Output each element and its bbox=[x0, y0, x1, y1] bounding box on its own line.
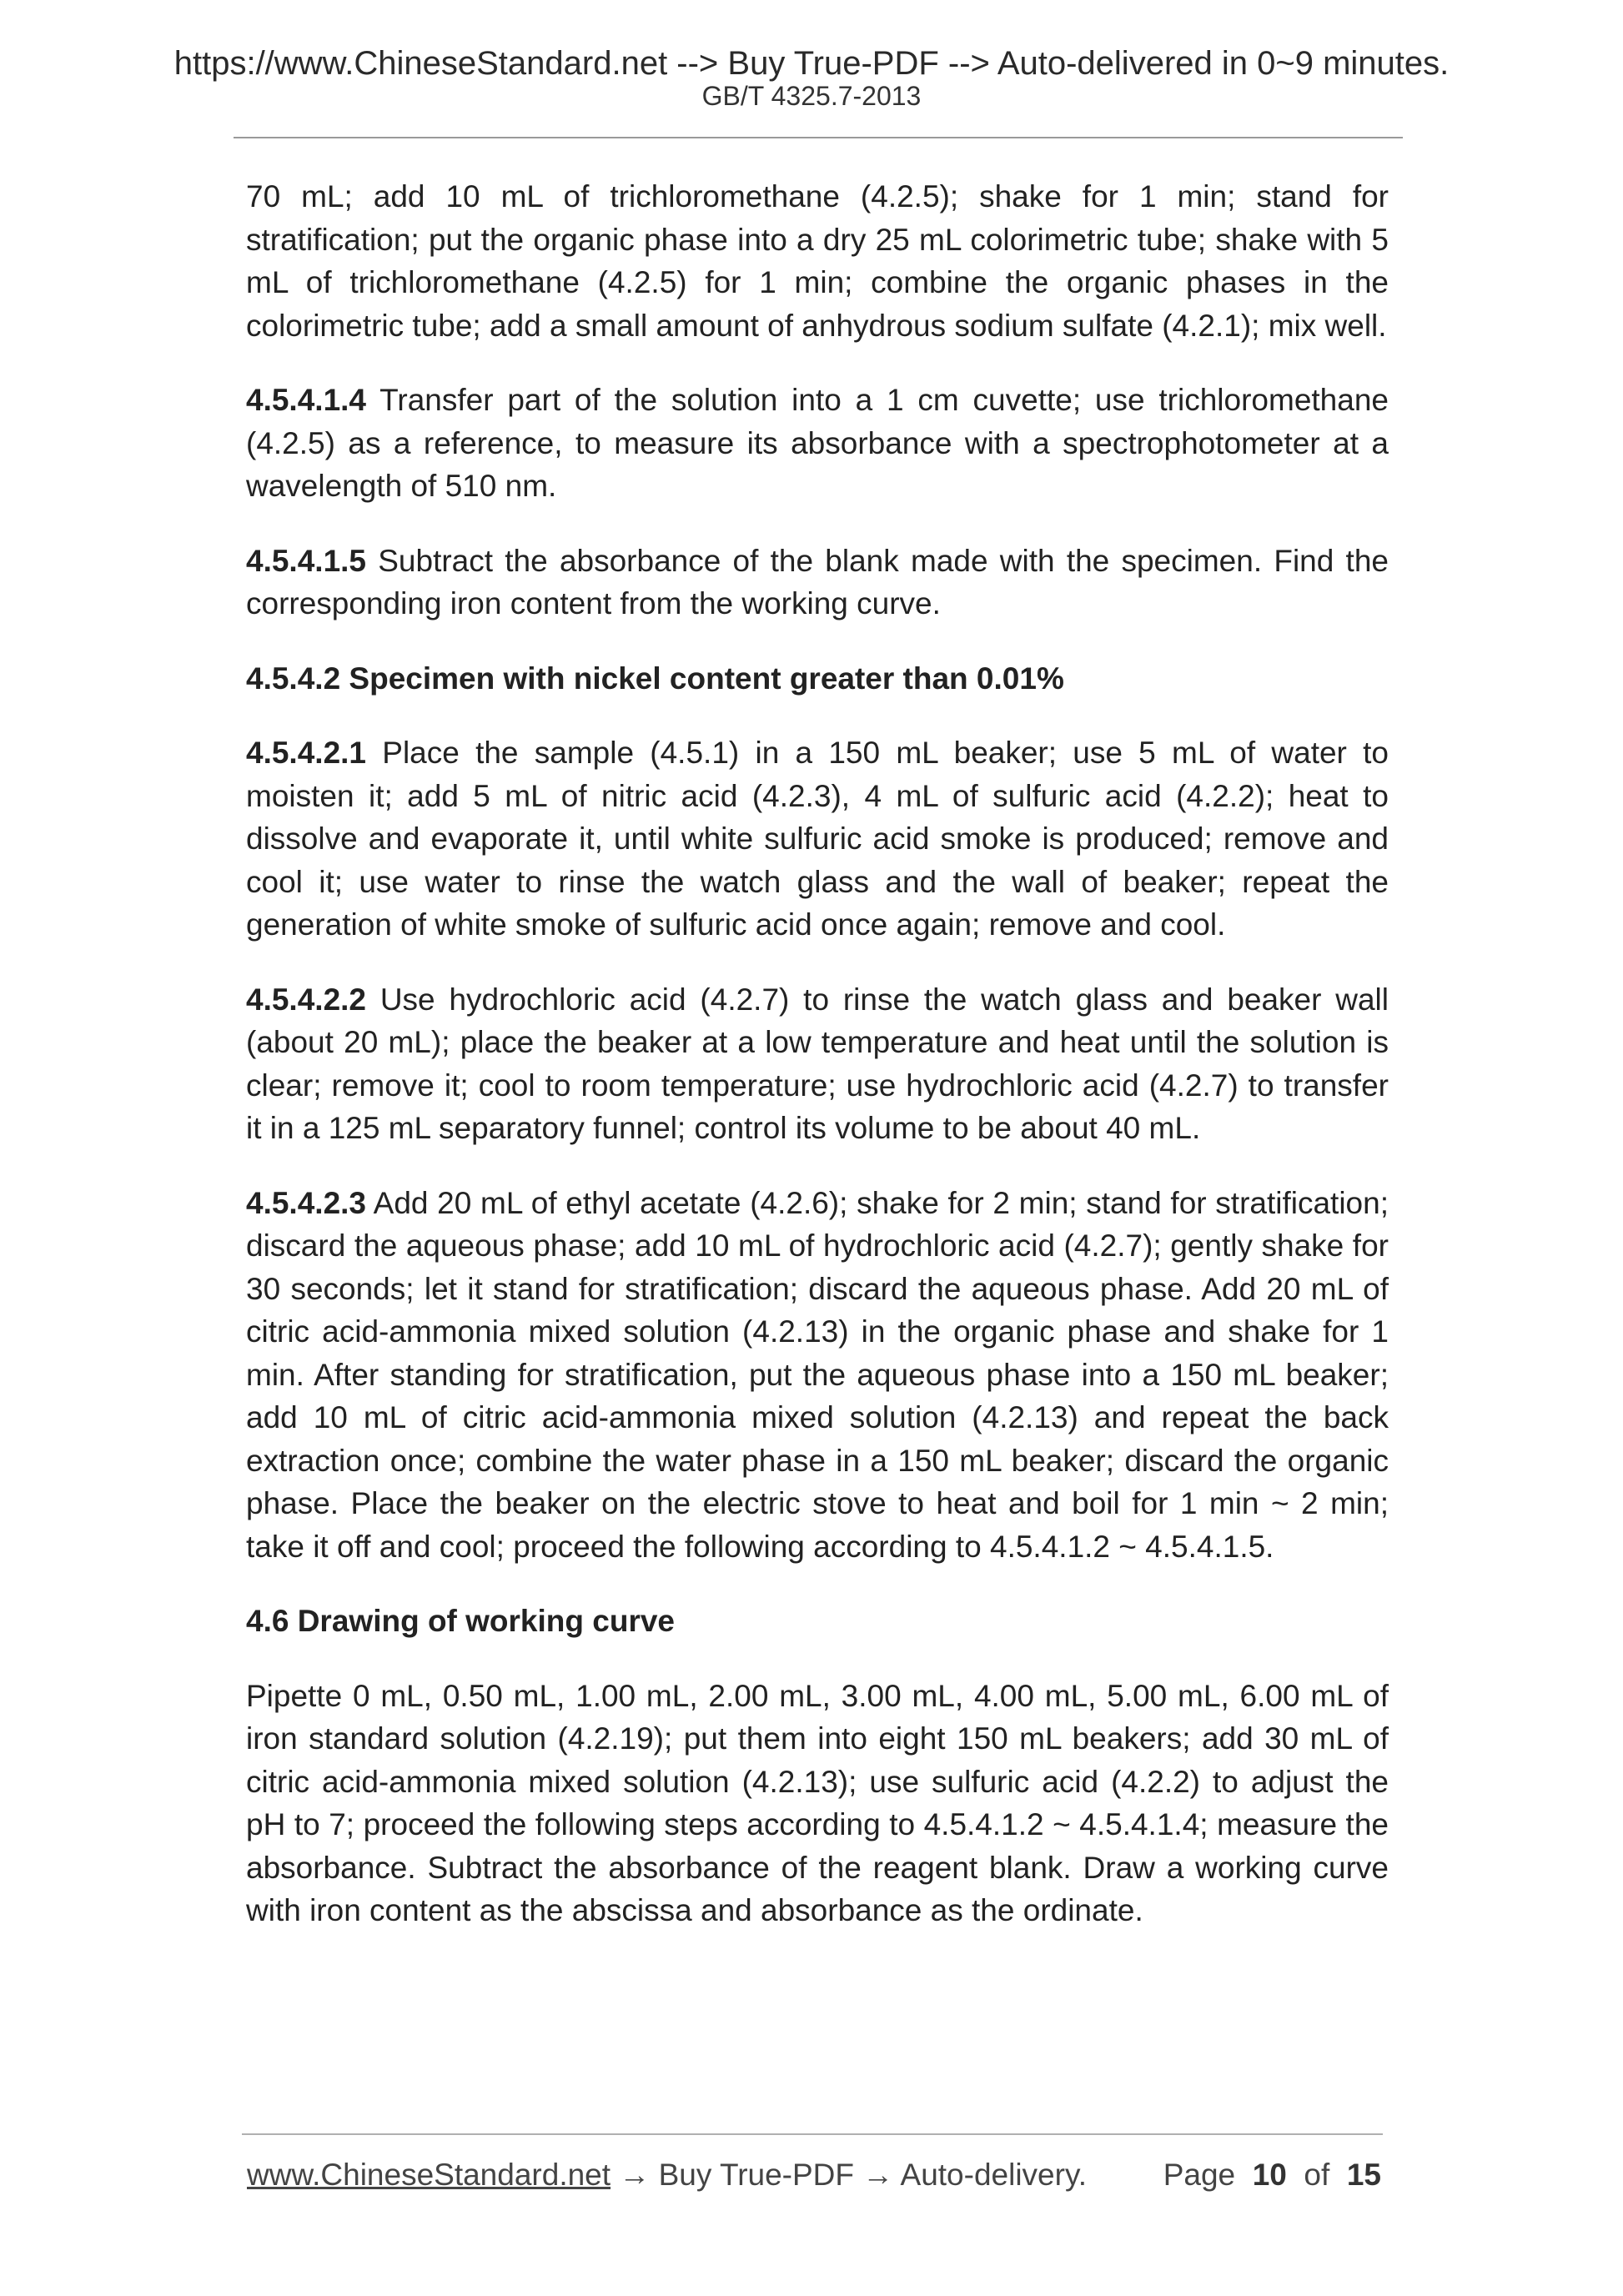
page-label: Page bbox=[1163, 2158, 1236, 2192]
footer-promo-text: → Buy True-PDF → Auto-delivery. bbox=[611, 2158, 1087, 2192]
clause-4-5-4-2-1 bbox=[246, 731, 1389, 947]
clause-number: 4.5.4.2.3 bbox=[246, 1185, 367, 1220]
top-banner-link[interactable]: https://www.ChineseStandard.net --> Buy True-PDF --> Auto-delivered in 0~9 minutes. bbox=[173, 45, 1450, 82]
clause-4-5-4-1-5 bbox=[246, 540, 1389, 625]
clause-number: 4.5.4.2.1 bbox=[246, 736, 367, 770]
paragraph-continuation: 70 mL; add 10 mL of trichloromethane (4.2.5); shake for 1 min; stand for stratification; put the organic phase into a dry 25 mL colorimetric tube; shake with 5 mL of trichloromethane (4.2.5) for 1 min; combine the organic phases in the colorimetric tube; add a small amount of anhydrous sodium sulfate (4.2.1); mix well. bbox=[246, 179, 1389, 343]
clause-text: Place the sample (4.5.1) in a 150 mL beaker; use 5 mL of water to moisten it; add 5 mL of nitric acid (4.2.3), 4 mL of sulfuric acid (4.2.2); heat to dissolve and evaporate it, until white sulfuric acid smoke is produced; remove and cool it; use water to rinse the watch glass and the wall of beaker; repeat the generation of white smoke of sulfuric acid once again; remove and cool. bbox=[246, 736, 1389, 942]
page-of-label: of bbox=[1304, 2158, 1330, 2192]
page-footer bbox=[247, 2155, 1381, 2195]
clause-text: Add 20 mL of ethyl acetate (4.2.6); shake for 2 min; stand for stratification; discard the aqueous phase; add 10 mL of hydrochloric acid (4.2.7); gently shake for 30 seconds; let it stand for stratification; discard the aqueous phase. Add 20 mL of citric acid-ammonia mixed solution (4.2.13) in the organic phase and shake for 1 min. After standing for stratification, put the aqueous phase into a 150 mL beaker; add 10 mL of citric acid-ammonia mixed solution (4.2.13) and repeat the back extraction once; combine the water phase in a 150 mL beaker; discard the organic phase. Place the beaker on the electric stove to heat and boil for 1 min ~ 2 min; take it off and cool; proceed the following according to 4.5.4.1.2 ~ 4.5.4.1.5. bbox=[246, 1185, 1389, 1564]
clause-text: Use hydrochloric acid (4.2.7) to rinse the watch glass and beaker wall (about 20 mL); place the beaker at a low temperature and heat until the solution is clear; remove it; cool to room temperature; use hydrochloric acid (4.2.7) to transfer it in a 125 mL separatory funnel; control its volume to be about 40 mL. bbox=[246, 982, 1389, 1145]
footer-site-link[interactable]: www.ChineseStandard.net bbox=[247, 2158, 611, 2192]
footer-divider bbox=[242, 2133, 1383, 2135]
clause-number: 4.5.4.2.2 bbox=[246, 982, 367, 1017]
clause-text: Transfer part of the solution into a 1 cm cuvette; use trichloromethane (4.2.5) as a reference, to measure its absorbance with a spectrophotometer at a wavelength of 510 nm. bbox=[246, 383, 1389, 503]
clause-number: 4.5.4.1.4 bbox=[246, 383, 367, 417]
page-total: 15 bbox=[1346, 2158, 1381, 2192]
clause-4-5-4-2-2 bbox=[246, 978, 1389, 1150]
section-heading-4-6: 4.6 Drawing of working curve bbox=[246, 1604, 676, 1638]
clause-4-5-4-1-4 bbox=[246, 379, 1389, 508]
paragraph-working-curve: Pipette 0 mL, 0.50 mL, 1.00 mL, 2.00 mL, 3.00 mL, 4.00 mL, 5.00 mL, 6.00 mL of iron standard solution (4.2.19); put them into eight 150 mL beakers; add 30 mL of citric acid-ammonia mixed solution (4.2.13); use sulfuric acid (4.2.2) to adjust the pH to 7; proceed the following steps according to 4.5.4.1.2 ~ 4.5.4.1.4; measure the absorbance. Subtract the absorbance of the reagent blank. Draw a working curve with iron content as the abscissa and absorbance as the ordinate. bbox=[246, 1678, 1389, 1927]
document-body bbox=[246, 175, 1389, 1932]
clause-4-5-4-2-3 bbox=[246, 1182, 1389, 1569]
standard-code: GB/T 4325.7-2013 bbox=[701, 81, 922, 111]
clause-text: Subtract the absorbance of the blank made with the specimen. Find the corresponding iron content from the working curve. bbox=[246, 543, 1389, 620]
clause-number: 4.5.4.1.5 bbox=[246, 543, 367, 578]
section-heading-4-5-4-2: 4.5.4.2 Specimen with nickel content greater than 0.01% bbox=[246, 661, 1064, 696]
page-current: 10 bbox=[1252, 2158, 1287, 2192]
page-number bbox=[1163, 2155, 1381, 2195]
footer-promo bbox=[247, 2155, 1087, 2195]
header-divider bbox=[234, 137, 1403, 138]
